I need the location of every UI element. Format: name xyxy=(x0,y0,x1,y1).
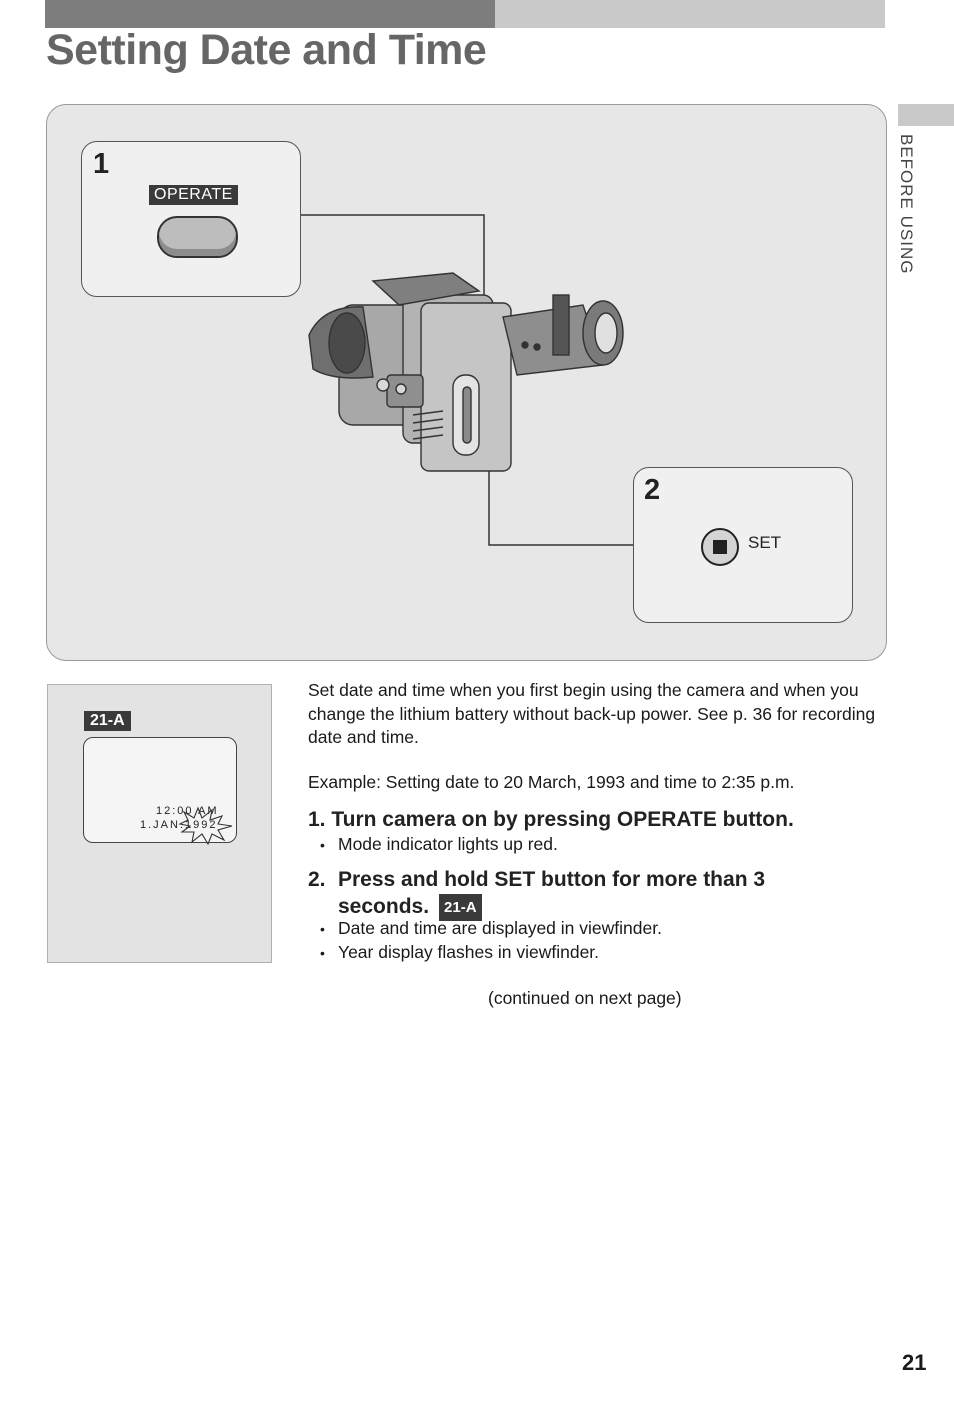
camera-figure xyxy=(46,104,887,661)
step2-bullet-2: • Year display flashes in viewfinder. xyxy=(308,942,599,963)
intro-paragraph: Set date and time when you first begin using the camera and when you change the lithium battery without back-up power. See p. 36 for recording date and time. xyxy=(308,680,876,747)
step2-heading-line2: seconds. xyxy=(338,895,430,918)
step1-inset xyxy=(81,141,301,297)
operate-label: OPERATE xyxy=(149,185,238,205)
set-button-icon xyxy=(701,528,739,566)
flashing-indicator-icon xyxy=(176,806,238,846)
step1-number: 1 xyxy=(93,148,110,180)
viewfinder-panel xyxy=(47,684,272,963)
viewfinder-time: 12:00 AM xyxy=(156,805,219,817)
page-title: Setting Date and Time xyxy=(46,26,487,74)
step2-number: 2 xyxy=(644,474,661,506)
step2-inset xyxy=(633,467,853,623)
example-line: Example: Setting date to 20 March, 1993 and time to 2:35 p.m. xyxy=(308,772,795,792)
step2-reference-badge: 21-A xyxy=(439,894,482,921)
step2-index: 2. xyxy=(308,868,326,891)
set-label: SET xyxy=(748,533,782,552)
section-tab xyxy=(898,104,954,126)
continued-note: (continued on next page) xyxy=(488,988,682,1008)
step1-heading: 1. Turn camera on by pressing OPERATE button. xyxy=(308,808,794,831)
viewfinder-date: 1.JAN.1992 xyxy=(140,819,218,831)
step2-bullet-1: • Date and time are displayed in viewfinder. xyxy=(308,918,662,939)
reference-badge: 21-A xyxy=(84,711,131,731)
step1-bullet: • Mode indicator lights up red. xyxy=(308,834,558,855)
section-label: BEFORE USING xyxy=(897,134,916,275)
header-bar-dark xyxy=(45,0,495,28)
page-number: 21 xyxy=(902,1350,927,1375)
camcorder-illustration xyxy=(303,265,633,485)
viewfinder-screen xyxy=(83,737,237,843)
operate-button-icon xyxy=(157,216,238,258)
step2-heading-line1: Press and hold SET button for more than 3 xyxy=(338,868,766,891)
header-bar-light xyxy=(495,0,885,28)
step2-heading xyxy=(308,866,878,921)
